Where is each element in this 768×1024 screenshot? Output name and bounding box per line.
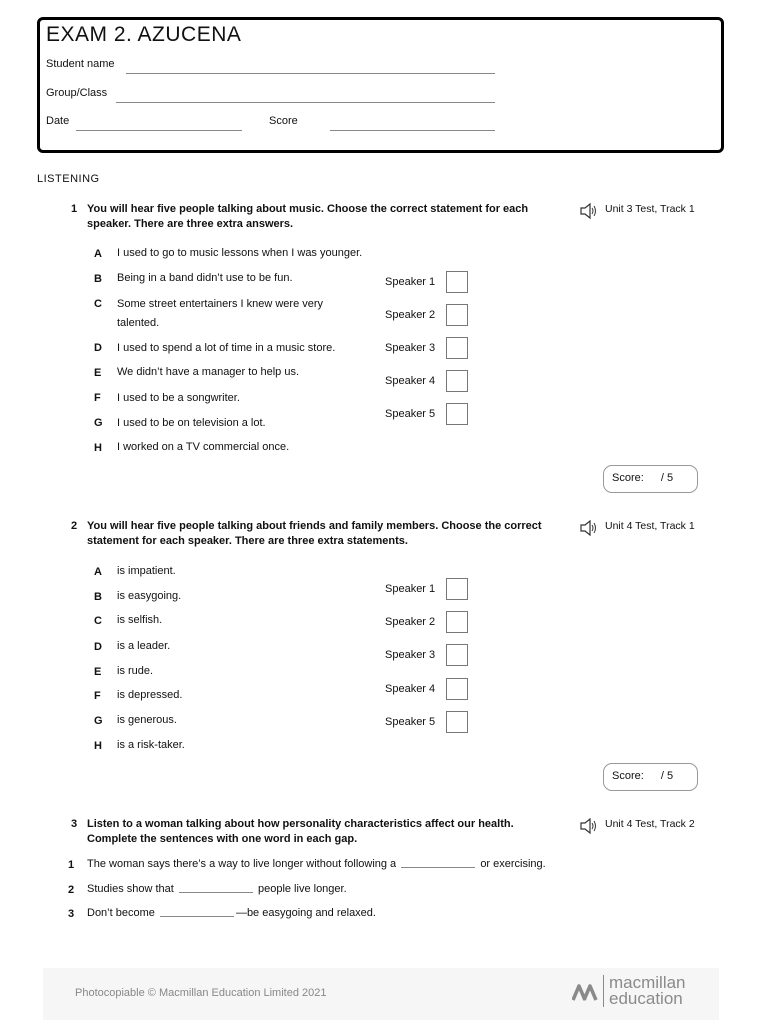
option-letter: C [94, 298, 102, 310]
sentence-text: or exercising. [480, 858, 546, 870]
student-name-field[interactable] [126, 73, 495, 74]
speaker-answer-box[interactable] [446, 304, 468, 326]
option-letter: A [94, 566, 102, 578]
option-letter: C [94, 615, 102, 627]
option-text: Being in a band didn’t use to be fun. [117, 272, 293, 284]
option-text: Some street entertainers I knew were very [117, 298, 324, 310]
sentence-number: 2 [68, 884, 75, 896]
exam-title: EXAM 2. AZUCENA [46, 23, 242, 46]
score-label: Score [269, 115, 298, 127]
option-text: I worked on a TV commercial once. [117, 441, 290, 453]
option-text: is depressed. [117, 689, 183, 701]
q3-instructions-line2: Complete the sentences with one word in each gap. [87, 833, 358, 845]
group-class-field[interactable] [116, 102, 495, 103]
option-text: is a risk-taker. [117, 739, 185, 751]
speaker-label: Speaker 5 [385, 408, 436, 420]
q2-number: 2 [71, 520, 78, 532]
date-field[interactable] [76, 130, 242, 131]
score-total: / 5 [660, 770, 674, 782]
option-text: is rude. [117, 665, 154, 677]
sentence [87, 858, 546, 870]
q2-score-box [603, 763, 698, 791]
speaker-label: Speaker 4 [385, 683, 436, 695]
speaker-answer-box[interactable] [446, 578, 468, 600]
q2-instructions-line1: You will hear five people talking about friends and family members. Choose the correct [87, 520, 542, 532]
sentence-text: The woman says there’s a way to live longer without following a [87, 858, 397, 870]
audio-speaker-icon[interactable] [580, 519, 598, 537]
q1-score-box [603, 465, 698, 493]
option-text: is easygoing. [117, 590, 182, 602]
score-label: Score: [612, 472, 644, 484]
speaker-label: Speaker 4 [385, 375, 436, 387]
sentence-text: people live longer. [257, 883, 347, 895]
option-text: I used to be on television a lot. [117, 417, 266, 429]
q1-instructions-line1: You will hear five people talking about music. Choose the correct statement for each [87, 203, 529, 215]
sentence [87, 883, 347, 895]
speaker-label: Speaker 2 [385, 309, 436, 321]
option-letter: A [94, 248, 102, 260]
option-text: I used to be a songwriter. [117, 392, 240, 404]
speaker-label: Speaker 3 [385, 649, 436, 661]
option-text: is generous. [117, 714, 177, 726]
option-text: We didn’t have a manager to help us. [117, 366, 300, 378]
option-letter: F [94, 690, 101, 702]
q3-instructions-line1: Listen to a woman talking about how personality characteristics affect our health. [87, 818, 514, 830]
date-label: Date [46, 115, 70, 127]
sentence-text: Don’t become [87, 907, 155, 919]
speaker-answer-box[interactable] [446, 644, 468, 666]
score-label: Score: [612, 770, 644, 782]
q2-instructions [87, 519, 542, 549]
group-class-label: Group/Class [46, 87, 108, 99]
speaker-answer-box[interactable] [446, 611, 468, 633]
q3-instructions [87, 817, 514, 847]
student-name-label: Student name [46, 58, 115, 70]
speaker-label: Speaker 2 [385, 616, 436, 628]
answer-gap[interactable] [179, 892, 253, 893]
sentence-text: —be easygoing and relaxed. [235, 907, 376, 919]
score-field[interactable] [330, 130, 495, 131]
logo-word-macmillan: macmillan [609, 973, 686, 992]
option-text: is selfish. [117, 614, 163, 626]
speaker-answer-box[interactable] [446, 403, 468, 425]
option-text: is impatient. [117, 565, 176, 577]
speaker-answer-box[interactable] [446, 370, 468, 392]
speaker-answer-box[interactable] [446, 678, 468, 700]
sentence-number: 3 [68, 908, 75, 920]
q1-instructions [87, 202, 528, 232]
speaker-label: Speaker 3 [385, 342, 436, 354]
macmillan-logo-icon [572, 980, 600, 1002]
option-text-continued: talented. [117, 317, 160, 329]
option-letter: F [94, 392, 101, 404]
option-text: I used to go to music lessons when I was younger. [117, 247, 363, 259]
q1-number: 1 [71, 203, 78, 215]
macmillan-logo [572, 975, 686, 1007]
q2-instructions-line2: statement for each speaker. There are three extra statements. [87, 535, 408, 547]
sentence-text: Studies show that [87, 883, 174, 895]
option-letter: B [94, 591, 102, 603]
speaker-label: Speaker 5 [385, 716, 436, 728]
option-letter: E [94, 666, 102, 678]
speaker-answer-box[interactable] [446, 271, 468, 293]
score-total: / 5 [660, 472, 674, 484]
q2-track: Unit 4 Test, Track 1 [605, 520, 695, 532]
q3-track: Unit 4 Test, Track 2 [605, 818, 695, 830]
answer-gap[interactable] [160, 916, 234, 917]
option-letter: G [94, 417, 103, 429]
option-letter: H [94, 740, 102, 752]
option-letter: G [94, 715, 103, 727]
option-letter: E [94, 367, 102, 379]
speaker-label: Speaker 1 [385, 276, 436, 288]
copyright-text: Photocopiable © Macmillan Education Limited 2021 [75, 987, 327, 999]
speaker-answer-box[interactable] [446, 337, 468, 359]
option-text: is a leader. [117, 640, 171, 652]
option-letter: H [94, 442, 102, 454]
option-text: I used to spend a lot of time in a music store. [117, 342, 336, 354]
sentence [87, 907, 376, 919]
audio-speaker-icon[interactable] [580, 817, 598, 835]
option-letter: D [94, 342, 102, 354]
speaker-label: Speaker 1 [385, 583, 436, 595]
speaker-answer-box[interactable] [446, 711, 468, 733]
option-letter: D [94, 641, 102, 653]
option-letter: B [94, 273, 102, 285]
q1-track: Unit 3 Test, Track 1 [605, 203, 695, 215]
answer-gap[interactable] [401, 867, 475, 868]
logo-word-education: education [609, 989, 683, 1008]
section-title: LISTENING [37, 173, 100, 185]
q1-instructions-line2: speaker. There are three extra answers. [87, 218, 294, 230]
sentence-number: 1 [68, 859, 75, 871]
q3-number: 3 [71, 818, 78, 830]
audio-speaker-icon[interactable] [580, 202, 598, 220]
